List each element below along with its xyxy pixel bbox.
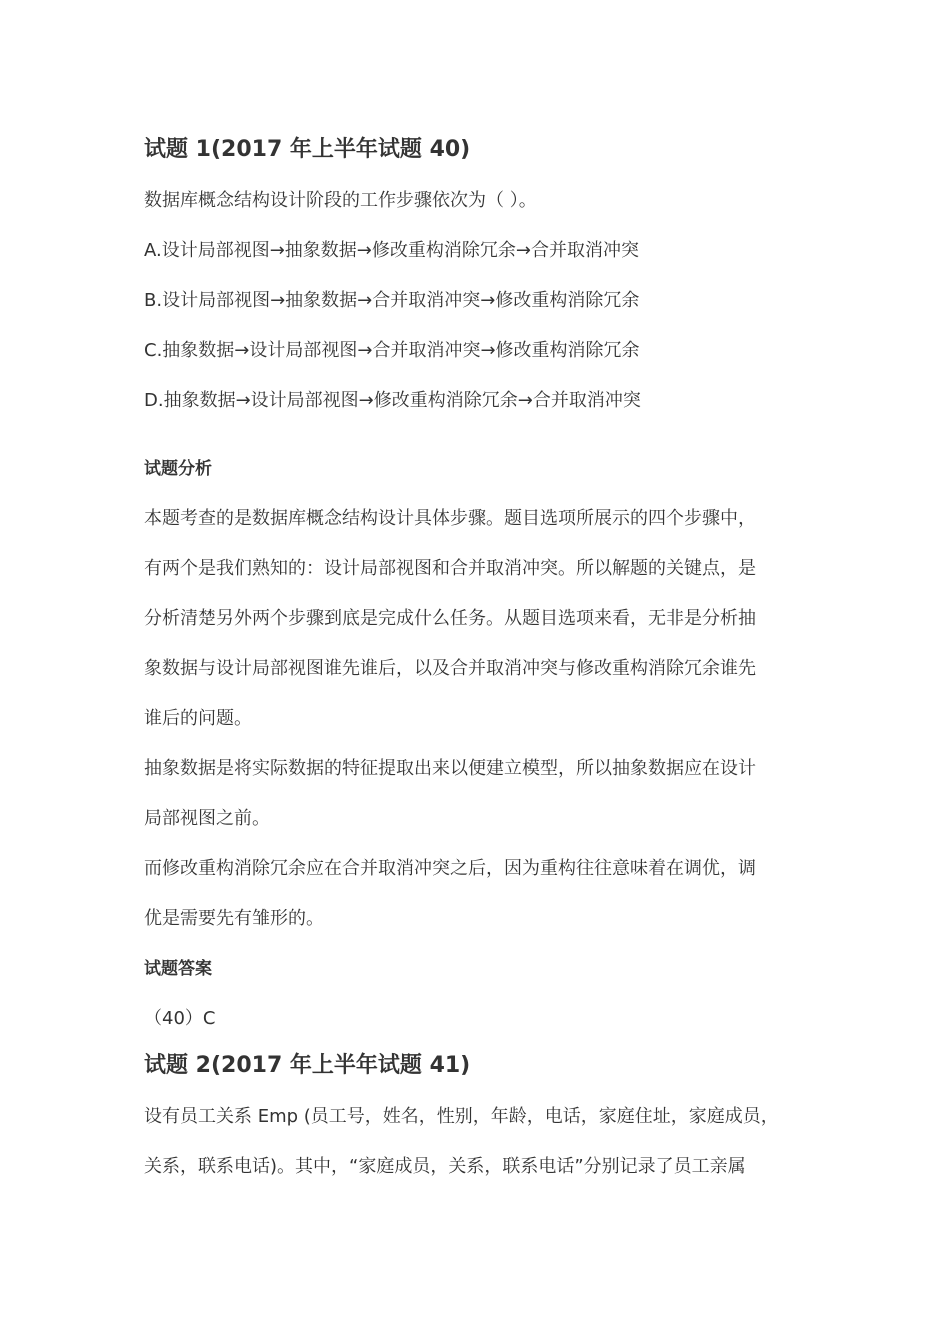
question-1-title: 试题 1(2017 年上半年试题 40) [144, 137, 471, 162]
question-2-stem-line: 设有员工关系 Emp (员工号，姓名，性别，年龄，电话，家庭住址，家庭成员， [144, 1106, 779, 1127]
analysis-line: 象数据与设计局部视图谁先谁后，以及合并取消冲突与修改重构消除冗余谁先 [144, 658, 756, 679]
document-content [144, 132, 824, 1192]
analysis-line: 而修改重构消除冗余应在合并取消冲突之后，因为重构往往意味着在调优，调 [144, 858, 756, 879]
option-d: D.抽象数据→设计局部视图→修改重构消除冗余→合并取消冲突 [144, 390, 641, 411]
question-1-stem: 数据库概念结构设计阶段的工作步骤依次为（ ）。 [144, 190, 537, 211]
question-2-stem-line: 关系，联系电话)。其中，“家庭成员，关系，联系电话”分别记录了员工亲属 [144, 1156, 746, 1177]
analysis-line: 谁后的问题。 [144, 708, 252, 729]
spacer [144, 426, 824, 444]
option-b: B.设计局部视图→抽象数据→合并取消冲突→修改重构消除冗余 [144, 290, 640, 311]
option-a: A.设计局部视图→抽象数据→修改重构消除冗余→合并取消冲突 [144, 240, 639, 261]
spacer [144, 1084, 824, 1092]
analysis-line: 局部视图之前。 [144, 808, 270, 829]
question-2-title: 试题 2(2017 年上半年试题 41) [144, 1053, 471, 1078]
spacer [144, 168, 824, 176]
analysis-label: 试题分析 [144, 459, 212, 479]
analysis-line: 有两个是我们熟知的：设计局部视图和合并取消冲突。所以解题的关键点，是 [144, 558, 756, 579]
answer-label: 试题答案 [144, 959, 212, 979]
analysis-line: 分析清楚另外两个步骤到底是完成什么任务。从题目选项来看，无非是分析抽 [144, 608, 756, 629]
analysis-line: 本题考查的是数据库概念结构设计具体步骤。题目选项所展示的四个步骤中， [144, 508, 756, 529]
analysis-line: 抽象数据是将实际数据的特征提取出来以便建立模型，所以抽象数据应在设计 [144, 758, 756, 779]
analysis-line: 优是需要先有雏形的。 [144, 908, 324, 929]
answer-value: （40）C [144, 1008, 216, 1029]
option-c: C.抽象数据→设计局部视图→合并取消冲突→修改重构消除冗余 [144, 340, 640, 361]
